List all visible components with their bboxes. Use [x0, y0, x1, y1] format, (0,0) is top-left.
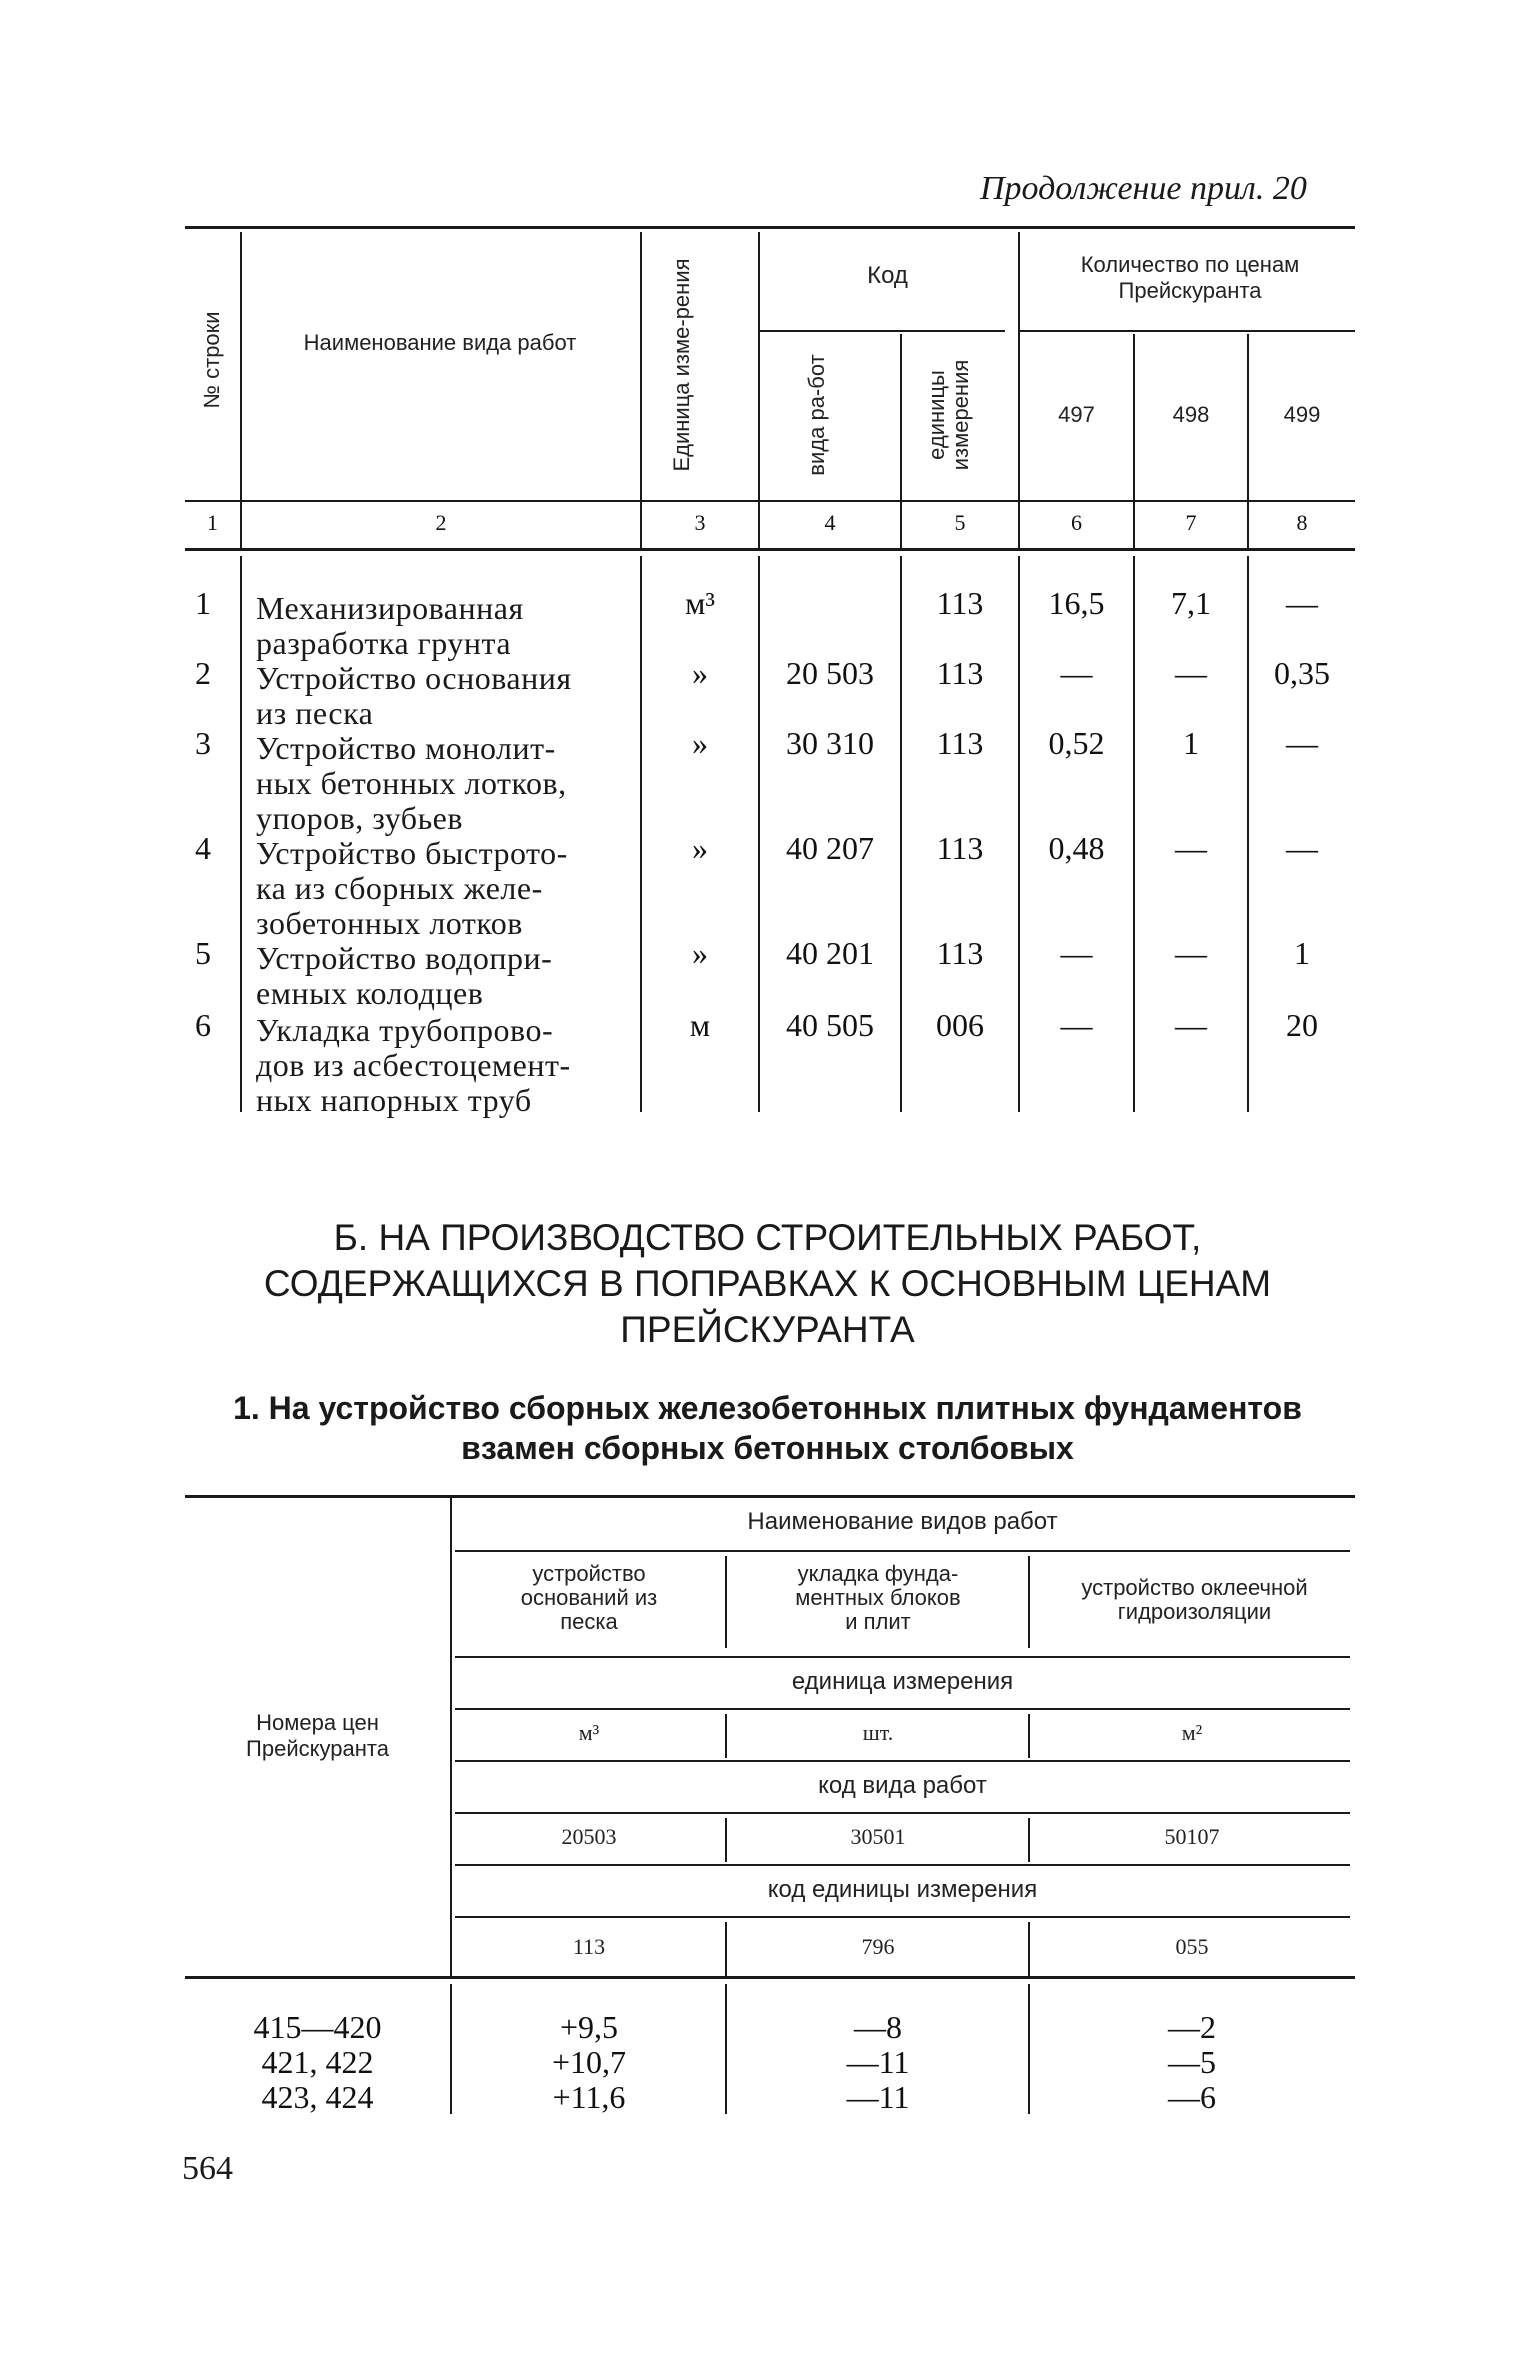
- vrule: [725, 1714, 727, 1758]
- row-name-line: разработка грунта: [256, 625, 512, 661]
- code-subheader-rule: [760, 330, 1005, 332]
- header-code-work: вида ра-бот: [804, 354, 829, 476]
- row-name-line: ка из сборных желе-: [256, 870, 543, 906]
- hrule: [455, 1812, 1350, 1814]
- row-unit: »: [692, 655, 708, 691]
- vrule: [725, 1818, 727, 1862]
- table-row-prices: 423, 424: [261, 2079, 374, 2115]
- col-3-values: [1032, 2010, 1352, 2115]
- work-line: устройство: [532, 1561, 646, 1586]
- work-line: ментных блоков: [795, 1585, 961, 1610]
- row-code-work: 20 503: [786, 655, 874, 691]
- row-name-line: емных колодцев: [256, 975, 484, 1011]
- row-q498: 7,1: [1171, 585, 1211, 621]
- vrule: [450, 1498, 452, 1976]
- col-1-values: [455, 2010, 723, 2115]
- table-row-prices: 415—420: [253, 2009, 382, 2045]
- unit-1: м³: [578, 1720, 600, 1745]
- colnum: 7: [1185, 510, 1197, 535]
- table-cell: —11: [846, 2079, 910, 2115]
- section-title-line: Б. НА ПРОИЗВОДСТВО СТРОИТЕЛЬНЫХ РАБОТ,: [333, 1217, 1202, 1258]
- row-code-unit: 006: [936, 1007, 984, 1043]
- colnum: 1: [207, 510, 218, 535]
- row-name-line: Устройство водопри-: [256, 940, 553, 976]
- code-work-2: 30501: [850, 1824, 906, 1849]
- row-header: [190, 1710, 445, 1762]
- row-name-line: из песка: [256, 695, 374, 731]
- header-498: 498: [1172, 402, 1210, 427]
- row-unit: »: [692, 830, 708, 866]
- row-q497: —: [1060, 1007, 1093, 1043]
- row-no: 4: [195, 830, 211, 866]
- row-code-unit: 113: [936, 830, 984, 866]
- colnum: 2: [435, 510, 447, 535]
- row-name: [256, 836, 568, 941]
- row-q498: —: [1175, 830, 1207, 866]
- colnum: 4: [824, 510, 836, 535]
- row-name-line: дов из асбестоцемент-: [256, 1047, 571, 1083]
- code-unit-1: 113: [572, 1934, 606, 1959]
- hrule: [455, 1760, 1350, 1762]
- row-name-line: Устройство быстрото-: [256, 835, 568, 871]
- row-q497: —: [1060, 655, 1093, 691]
- work-col-1: [455, 1562, 723, 1634]
- col-2-values: [730, 2010, 1026, 2115]
- section-title: [0, 1215, 1535, 1353]
- row-name-line: ных напорных труб: [256, 1082, 532, 1118]
- subsection-title-line: взамен сборных бетонных столбовых: [461, 1430, 1074, 1466]
- section-title-line: СОДЕРЖАЩИХСЯ В ПОПРАВКАХ К ОСНОВНЫМ ЦЕНАМ: [263, 1263, 1272, 1304]
- row-q499: 20: [1286, 1007, 1318, 1043]
- table-cell: —2: [1168, 2009, 1216, 2045]
- hrule: [455, 1550, 1350, 1552]
- running-head: Продолжение прил. 20: [980, 170, 1307, 207]
- header-code: Код: [867, 262, 908, 289]
- row-unit: м: [689, 1007, 711, 1043]
- work-line: укладка фунда-: [797, 1561, 959, 1586]
- vrule: [1028, 1714, 1030, 1758]
- hrule: [455, 1916, 1350, 1918]
- unit-2: шт.: [862, 1720, 894, 1745]
- row-name-line: Укладка трубопрово-: [256, 1012, 554, 1048]
- section-title-line: ПРЕЙСКУРАНТА: [620, 1309, 915, 1350]
- works-header: Наименование видов работ: [747, 1508, 1058, 1535]
- work-col-2: [730, 1562, 1026, 1634]
- colnum: 3: [694, 510, 706, 535]
- colnum: 6: [1071, 510, 1082, 535]
- code-unit-3: 055: [1175, 1934, 1209, 1959]
- table-1-colnum-rule: [185, 548, 1355, 551]
- row-code-work: 40 505: [786, 1007, 874, 1043]
- row-name: [256, 661, 572, 731]
- header-qty: Количество по ценам Прейскуранта: [1080, 252, 1300, 303]
- hrule: [455, 1656, 1350, 1658]
- table-2-header-rule: [185, 1976, 1355, 1979]
- table-cell: +9,5: [559, 2009, 619, 2045]
- row-q498: —: [1175, 655, 1207, 691]
- vrule: [240, 556, 242, 1112]
- row-unit: »: [692, 935, 708, 971]
- vrule: [1018, 232, 1020, 504]
- code-work-header: код вида работ: [818, 1772, 987, 1799]
- vrule: [450, 1984, 452, 2114]
- row-q499: —: [1286, 585, 1318, 621]
- row-unit: м³: [685, 585, 715, 621]
- vrule: [1028, 1818, 1030, 1862]
- row-code-work: 40 207: [786, 830, 874, 866]
- row-q497: 0,48: [1048, 830, 1105, 866]
- row-code-work: 40 201: [786, 935, 874, 971]
- row-name-line: Механизированная: [256, 590, 524, 626]
- header-name: Наименование вида работ: [303, 330, 577, 355]
- row-name: [256, 591, 524, 661]
- table-row-prices: 421, 422: [261, 2044, 374, 2080]
- row-unit: »: [692, 725, 708, 761]
- table-cell: —5: [1168, 2044, 1216, 2080]
- row-q497: —: [1060, 935, 1093, 971]
- code-work-3: 50107: [1164, 1824, 1220, 1849]
- row-no: 2: [195, 655, 211, 691]
- row-code-unit: 113: [936, 655, 984, 691]
- work-col-3: [1032, 1576, 1357, 1624]
- row-header-line: Прейскуранта: [246, 1736, 389, 1761]
- row-name-line: Устройство монолит-: [256, 730, 556, 766]
- colnum: 8: [1296, 510, 1308, 535]
- row-q497: 0,52: [1048, 725, 1105, 761]
- table-cell: +11,6: [552, 2079, 626, 2115]
- header-497: 497: [1058, 402, 1095, 427]
- row-header-line: Номера цен: [256, 1710, 379, 1735]
- code-unit-2: 796: [861, 1934, 895, 1959]
- table-1-header-rule: [185, 500, 1355, 502]
- prices-column: [190, 2010, 445, 2115]
- row-q499: 1: [1294, 935, 1310, 971]
- row-name-line: зобетонных лотков: [256, 905, 523, 941]
- hrule: [455, 1864, 1350, 1866]
- subsection-title-line: 1. На устройство сборных железобетонных плитных фундаментов: [233, 1390, 1302, 1426]
- table-cell: +10,7: [551, 2044, 627, 2080]
- code-work-1: 20503: [561, 1824, 617, 1849]
- vrule: [1028, 1556, 1030, 1648]
- row-code-unit: 113: [936, 725, 984, 761]
- row-name: [256, 1013, 571, 1118]
- row-no: 5: [195, 935, 211, 971]
- row-q499: —: [1286, 830, 1318, 866]
- row-q498: 1: [1183, 725, 1199, 761]
- colnum: 5: [954, 510, 966, 535]
- vrule: [725, 1556, 727, 1648]
- row-no: 6: [195, 1007, 211, 1043]
- unit-3: м²: [1181, 1720, 1203, 1745]
- header-row-no: № строки: [199, 311, 224, 409]
- row-no: 1: [195, 585, 211, 621]
- unit-header: единица измерения: [791, 1668, 1014, 1695]
- table-cell: —6: [1168, 2079, 1216, 2115]
- vrule: [725, 1922, 727, 1976]
- row-name-line: Устройство основания: [256, 660, 572, 696]
- header-499: 499: [1283, 402, 1321, 427]
- work-line: песка: [560, 1609, 618, 1634]
- vrule: [1028, 1922, 1030, 1976]
- header-code-unit: единицы измерения: [924, 359, 974, 471]
- row-code-unit: 113: [936, 935, 984, 971]
- vrule: [725, 1984, 727, 2114]
- work-line: гидроизоляции: [1117, 1599, 1272, 1624]
- table-2-top-rule: [185, 1495, 1355, 1498]
- subsection-title: [0, 1388, 1535, 1468]
- row-q499: —: [1286, 725, 1318, 761]
- vrule: [900, 334, 902, 504]
- row-no: 3: [195, 725, 211, 761]
- row-name: [256, 731, 567, 836]
- row-name-line: ных бетонных лотков,: [256, 765, 567, 801]
- row-name: [256, 941, 552, 1011]
- row-name-line: упоров, зубьев: [256, 800, 463, 836]
- vrule: [240, 232, 242, 504]
- hrule: [455, 1708, 1350, 1710]
- row-q497: 16,5: [1048, 585, 1105, 621]
- code-unit-header: код единицы измерения: [767, 1876, 1038, 1903]
- table-cell: —11: [846, 2044, 910, 2080]
- vrule: [1028, 1984, 1030, 2114]
- table-1-top-rule: [185, 226, 1355, 229]
- row-q498: —: [1175, 1007, 1207, 1043]
- work-line: устройство оклеечной: [1081, 1575, 1308, 1600]
- row-q498: —: [1175, 935, 1207, 971]
- row-q499: 0,35: [1274, 655, 1330, 691]
- work-line: и плит: [845, 1609, 911, 1634]
- row-code-unit: 113: [936, 585, 984, 621]
- qty-subheader-rule: [1020, 330, 1355, 332]
- row-code-work: 30 310: [786, 725, 874, 761]
- page-number: 564: [182, 2150, 233, 2187]
- work-line: оснований из: [520, 1585, 658, 1610]
- vrule: [640, 232, 642, 504]
- table-cell: —8: [854, 2009, 902, 2045]
- header-unit: Единица изме-рения: [669, 258, 694, 472]
